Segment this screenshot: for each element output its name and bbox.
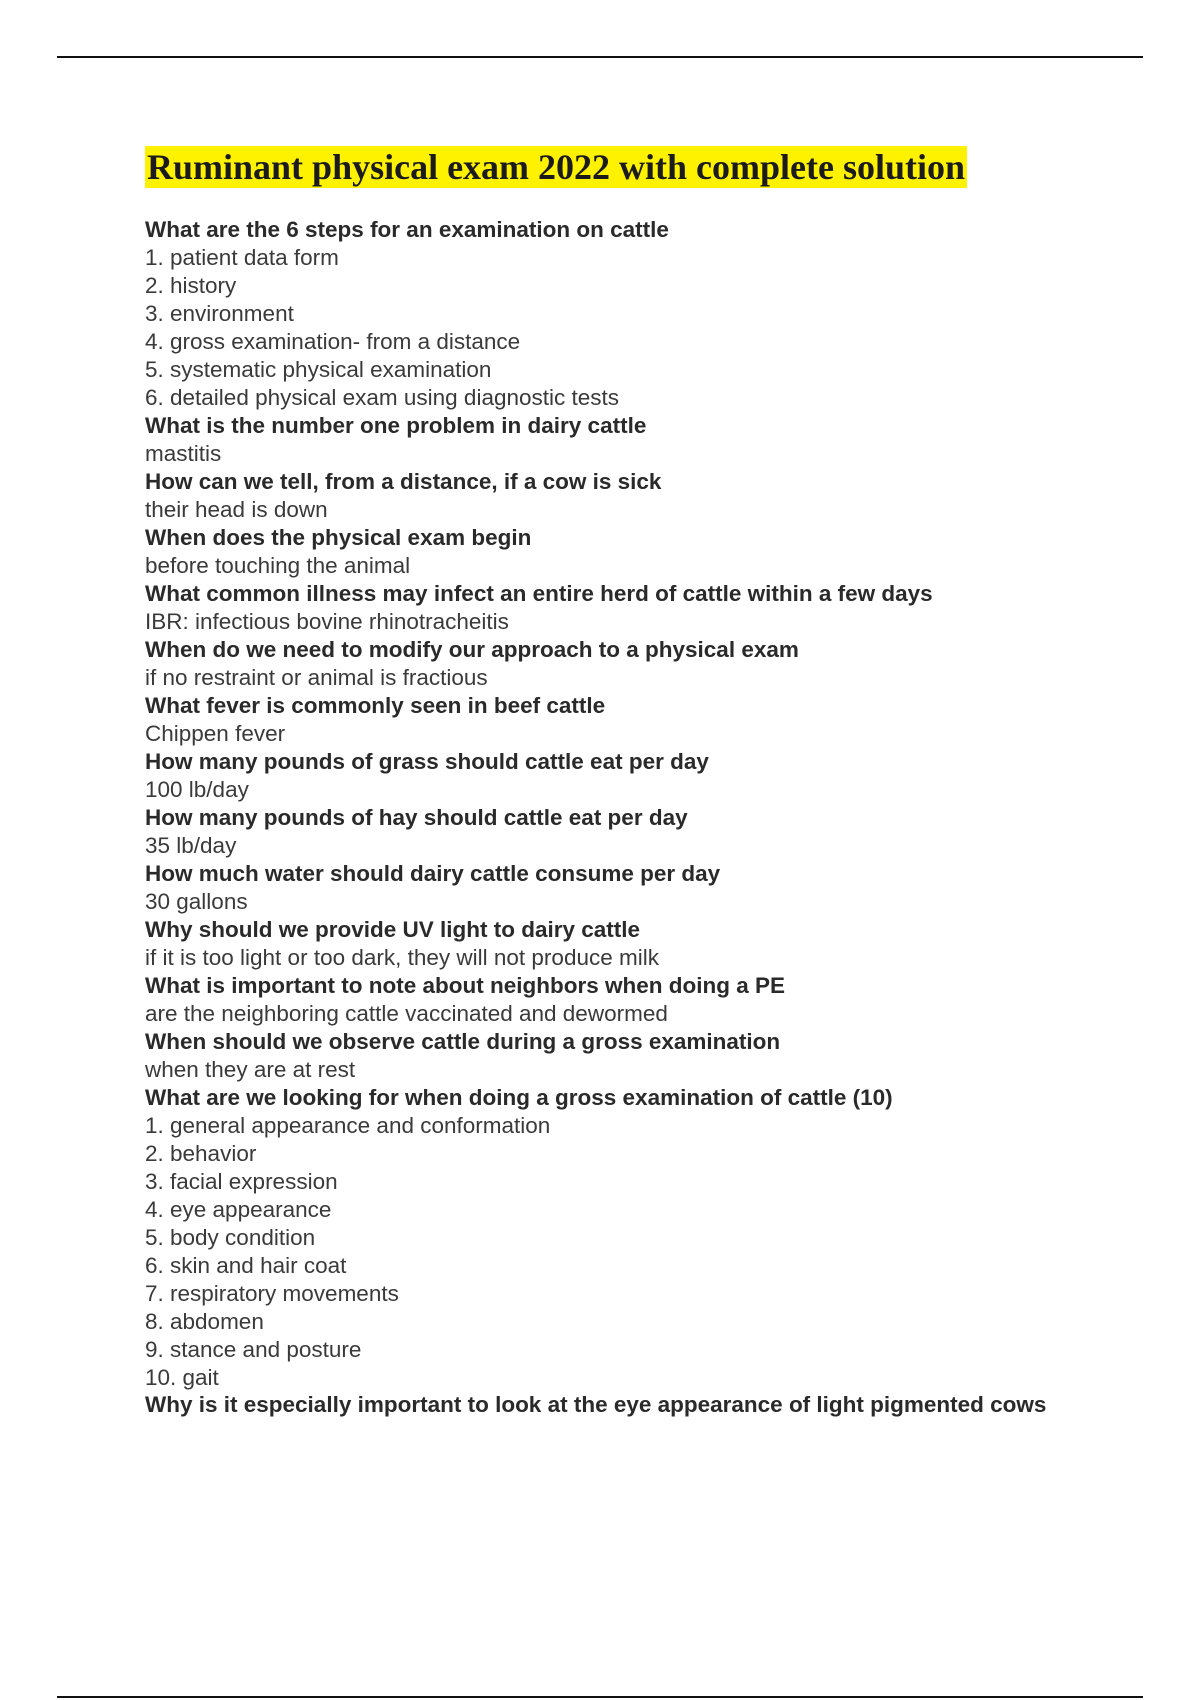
answer-line: 30 gallons (145, 889, 248, 914)
question-line: What are we looking for when doing a gross examination of cattle (10) (145, 1085, 893, 1110)
question-line: What common illness may infect an entire herd of cattle within a few days (145, 581, 933, 606)
answer-line: 2. history (145, 273, 237, 298)
question-line: When do we need to modify our approach to a physical exam (145, 637, 799, 662)
question-line: What is important to note about neighbors when doing a PE (145, 973, 785, 998)
answer-line: 7. respiratory movements (145, 1281, 399, 1306)
question-line: What is the number one problem in dairy cattle (145, 413, 647, 438)
answer-line: IBR: infectious bovine rhinotracheitis (145, 609, 509, 634)
answer-line: when they are at rest (145, 1057, 356, 1082)
answer-line: if it is too light or too dark, they will not produce milk (145, 945, 659, 970)
answer-line: 1. patient data form (145, 245, 339, 270)
answer-line: are the neighboring cattle vaccinated and dewormed (145, 1001, 668, 1026)
question-line: When should we observe cattle during a gross examination (145, 1029, 781, 1054)
document-title: Ruminant physical exam 2022 with complete solution (147, 147, 966, 187)
question-line: Why should we provide UV light to dairy cattle (145, 917, 641, 942)
answer-line: 5. body condition (145, 1225, 316, 1250)
qa-content (145, 216, 1075, 1418)
top-divider (57, 56, 1143, 58)
answer-line: 9. stance and posture (145, 1337, 362, 1362)
answer-line: 35 lb/day (145, 833, 237, 858)
bottom-divider (57, 1696, 1143, 1698)
question-line: When does the physical exam begin (145, 525, 532, 550)
question-line: What fever is commonly seen in beef cattle (145, 693, 606, 718)
answer-line: before touching the animal (145, 553, 411, 578)
answer-line: 4. eye appearance (145, 1197, 332, 1222)
answer-line: mastitis (145, 441, 222, 466)
title-block (145, 146, 967, 188)
question-line: How can we tell, from a distance, if a cow is sick (145, 469, 662, 494)
question-line: How much water should dairy cattle consume per day (145, 861, 721, 886)
answer-line: 3. environment (145, 301, 294, 326)
answer-line: their head is down (145, 497, 328, 522)
answer-line: 10. gait (145, 1365, 219, 1390)
answer-line: Chippen fever (145, 721, 286, 746)
answer-line: 2. behavior (145, 1141, 257, 1166)
answer-line: if no restraint or animal is fractious (145, 665, 488, 690)
answer-line: 100 lb/day (145, 777, 249, 802)
question-line: How many pounds of grass should cattle eat per day (145, 749, 709, 774)
answer-line: 8. abdomen (145, 1309, 264, 1334)
answer-line: 5. systematic physical examination (145, 357, 492, 382)
answer-line: 6. detailed physical exam using diagnostic tests (145, 385, 620, 410)
answer-line: 4. gross examination- from a distance (145, 329, 521, 354)
question-line: What are the 6 steps for an examination on cattle (145, 217, 669, 242)
answer-line: 6. skin and hair coat (145, 1253, 347, 1278)
question-line: Why is it especially important to look at the eye appearance of light pigmented cows (145, 1392, 1047, 1417)
answer-line: 1. general appearance and conformation (145, 1113, 551, 1138)
question-line: How many pounds of hay should cattle eat per day (145, 805, 688, 830)
answer-line: 3. facial expression (145, 1169, 338, 1194)
